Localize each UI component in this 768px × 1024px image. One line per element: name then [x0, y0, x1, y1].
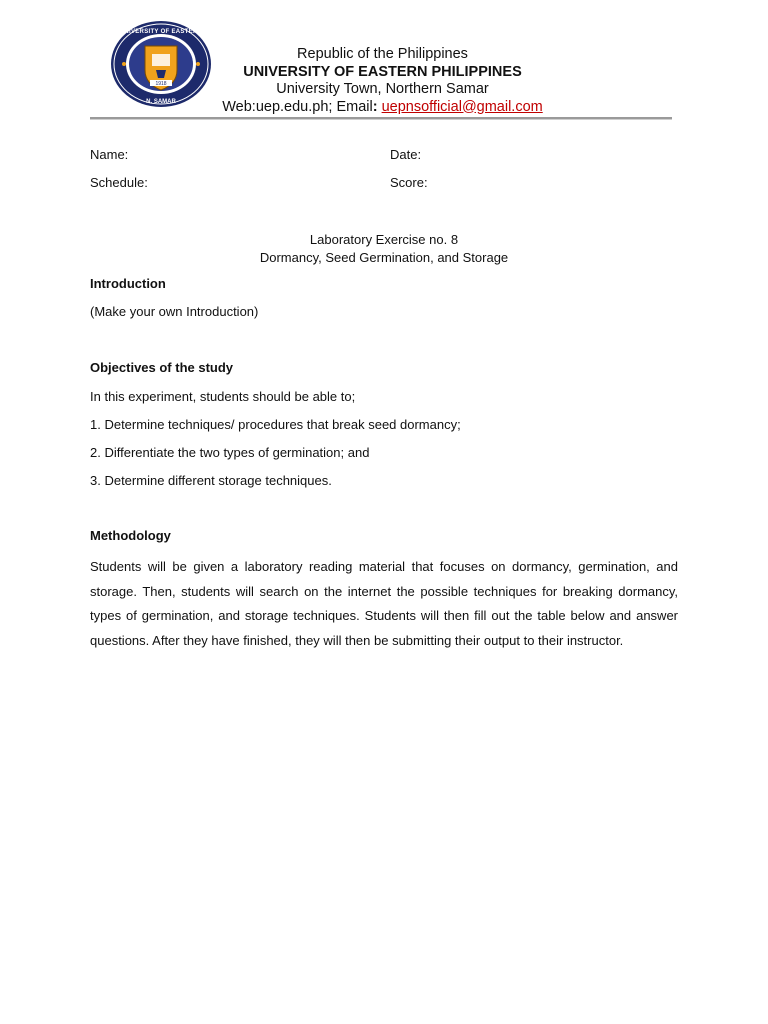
- lab-title: [90, 231, 678, 267]
- objectives-heading: Objectives of the study: [90, 360, 234, 375]
- date-label: Date:: [390, 147, 422, 162]
- objective-item: 2. Differentiate the two types of germination; and: [90, 445, 370, 460]
- email-link[interactable]: uepnsofficial@gmail.com: [381, 98, 543, 115]
- methodology-text: Students will be given a laboratory reading material that focuses on dormancy, germination, and storage. Then, students will search on the internet the possible techniques for breaking dormancy, types of germination, and storage techniques. Students will then fill out the table below and answer questions. After they have finished, they will then be submitting their output to their instructor.: [90, 559, 678, 648]
- name-label: Name:: [90, 147, 129, 162]
- web-label: Web:uep.edu.ph; Email: [222, 98, 373, 115]
- lab-number: Laboratory Exercise no. 8: [309, 232, 459, 247]
- svg-text:UNIVERSITY OF EASTERN: UNIVERSITY OF EASTERN: [119, 29, 203, 35]
- contact-colon: :: [372, 98, 378, 115]
- methodology-heading: Methodology: [90, 528, 171, 543]
- contact-line: [180, 99, 585, 117]
- objective-item: 1. Determine techniques/ procedures that break seed dormancy;: [90, 417, 461, 432]
- logo-ring-bottom-text: N. SAMAR: [146, 99, 176, 105]
- schedule-label: Schedule:: [90, 175, 148, 190]
- introduction-heading: Introduction: [90, 276, 166, 291]
- objective-item: 3. Determine different storage techniques.: [90, 473, 332, 488]
- university-name: UNIVERSITY OF EASTERN PHILIPPINES: [243, 63, 522, 80]
- score-label: Score:: [390, 175, 428, 190]
- objectives-lead: In this experiment, students should be able to;: [90, 389, 356, 404]
- header-divider: [90, 117, 672, 120]
- introduction-text: (Make your own Introduction): [90, 304, 259, 319]
- lab-topic: Dormancy, Seed Germination, and Storage: [259, 250, 509, 265]
- logo-year: 1918: [155, 81, 167, 87]
- letterhead: [180, 46, 585, 116]
- republic-line: Republic of the Philippines: [297, 46, 468, 62]
- university-address: University Town, Northern Samar: [276, 81, 489, 97]
